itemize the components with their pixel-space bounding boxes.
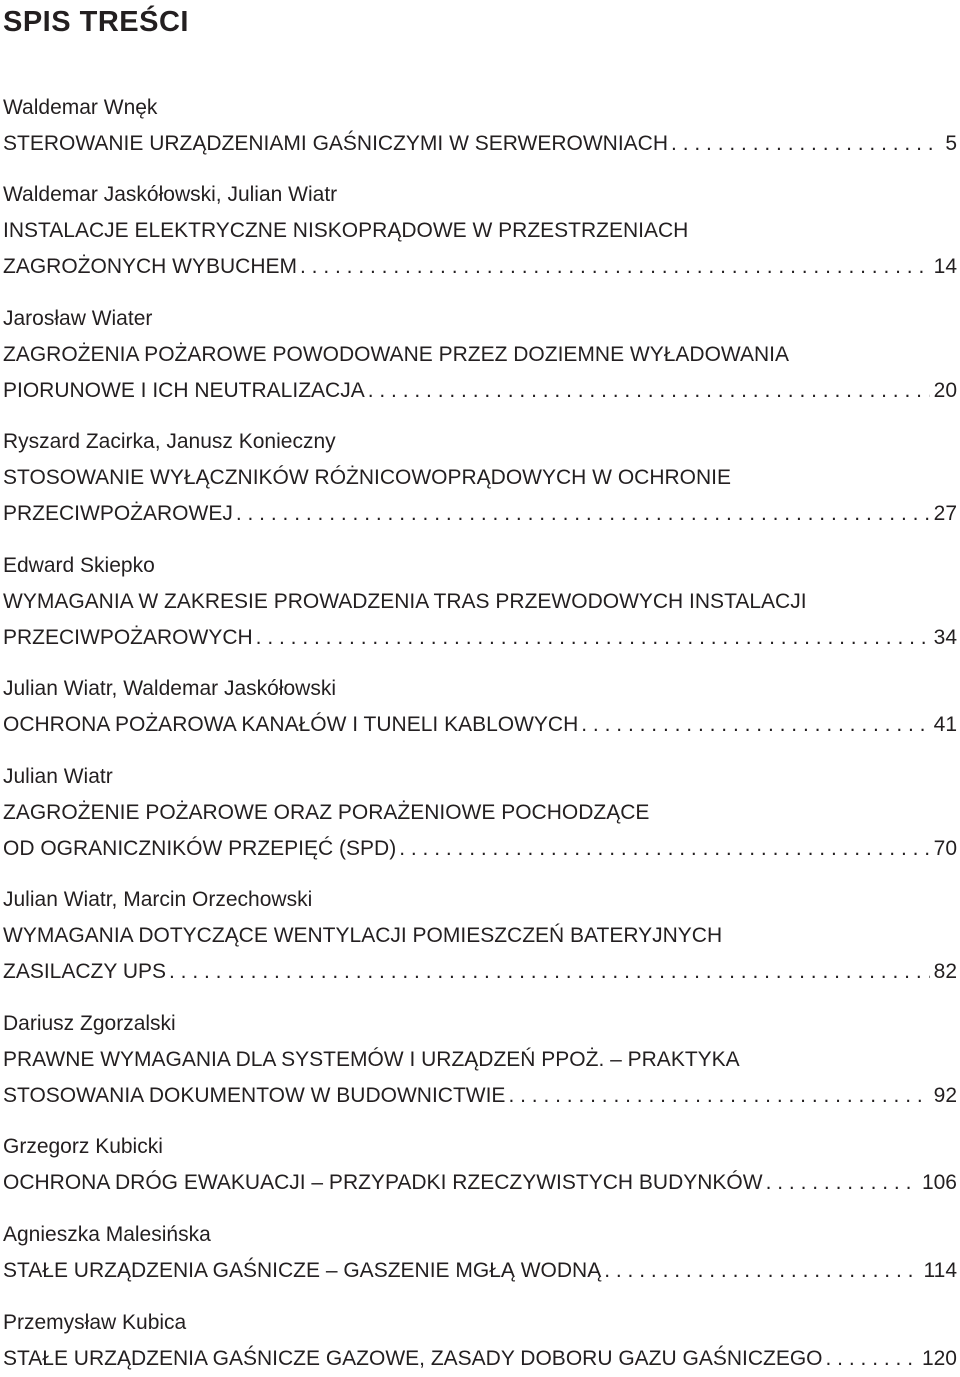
toc-entry: [3, 301, 957, 409]
dot-leader: [253, 620, 930, 656]
entry-title: STEROWANIE URZĄDZENIAMI GAŚNICZYMI W SERWEROWNIACH: [3, 132, 669, 155]
page-number: 114: [923, 1259, 957, 1282]
entry-author: Dariusz Zgorzalski: [3, 1012, 176, 1035]
toc-entry: [3, 1129, 957, 1201]
dot-leader: [763, 1165, 918, 1201]
page-number: 27: [933, 502, 957, 525]
entry-title-line: WYMAGANIA W ZAKRESIE PROWADZENIA TRAS PRZEWODOWYCH INSTALACJI: [3, 590, 807, 613]
entry-title: PRZECIWPOŻAROWYCH: [3, 626, 253, 649]
entry-title-last-line[interactable]: [3, 831, 957, 867]
page-number: 34: [933, 626, 957, 649]
toc-entry: [3, 548, 957, 656]
toc-entry: [3, 882, 957, 990]
entry-title-last-line[interactable]: [3, 954, 957, 990]
entry-title: ZAGROŻONYCH WYBUCHEM: [3, 255, 297, 278]
entry-author: Jarosław Wiater: [3, 307, 153, 330]
entry-title-line: INSTALACJE ELEKTRYCZNE NISKOPRĄDOWE W PRZESTRZENIACH: [3, 219, 689, 242]
dot-leader: [668, 126, 941, 162]
entry-title-line: ZAGROŻENIA POŻAROWE POWODOWANE PRZEZ DOZIEMNE WYŁADOWANIA: [3, 343, 789, 366]
dot-leader: [578, 707, 929, 743]
entry-title: PRZECIWPOŻAROWEJ: [3, 502, 233, 525]
entry-title-last-line[interactable]: [3, 249, 957, 285]
dot-leader: [823, 1341, 918, 1377]
entry-author: Waldemar Wnęk: [3, 96, 158, 119]
dot-leader: [365, 373, 930, 409]
entry-title: ZASILACZY UPS: [3, 960, 166, 983]
dot-leader: [166, 954, 930, 990]
toc-entry: [3, 759, 957, 867]
entry-author: Agnieszka Malesińska: [3, 1223, 211, 1246]
toc-entry: [3, 1217, 957, 1289]
toc-entry: [3, 1006, 957, 1114]
page-number: 5: [945, 132, 957, 155]
page-number: 92: [933, 1084, 957, 1107]
entry-title: OCHRONA DRÓG EWAKUACJI – PRZYPADKI RZECZYWISTYCH BUDYNKÓW: [3, 1171, 763, 1194]
entry-title: STAŁE URZĄDZENIA GAŚNICZE GAZOWE, ZASADY DOBORU GAZU GAŚNICZEGO: [3, 1347, 823, 1370]
entry-title-line: STOSOWANIE WYŁĄCZNIKÓW RÓŻNICOWOPRĄDOWYCH W OCHRONIE: [3, 466, 732, 489]
entry-title-last-line[interactable]: [3, 1078, 957, 1114]
page-number: 20: [933, 379, 957, 402]
entry-author: Ryszard Zacirka, Janusz Konieczny: [3, 430, 336, 453]
page-title: SPIS TREŚCI: [3, 6, 189, 38]
entry-title: OCHRONA POŻAROWA KANAŁÓW I TUNELI KABLOWYCH: [3, 713, 579, 736]
entry-title-last-line[interactable]: [3, 1341, 957, 1377]
page-number: 41: [933, 713, 957, 736]
entry-author: Julian Wiatr, Waldemar Jaskółowski: [3, 677, 336, 700]
entry-title: PIORUNOWE I ICH NEUTRALIZACJA: [3, 379, 365, 402]
page-number: 70: [933, 837, 957, 860]
dot-leader: [601, 1253, 919, 1289]
page-number: 82: [933, 960, 957, 983]
entry-title-line: ZAGROŻENIE POŻAROWE ORAZ PORAŻENIOWE POCHODZĄCE: [3, 801, 650, 824]
entry-author: Przemysław Kubica: [3, 1311, 187, 1334]
entry-title-last-line[interactable]: [3, 373, 957, 409]
toc-entry: [3, 177, 957, 285]
toc-entry: [3, 671, 957, 743]
entry-title-last-line[interactable]: [3, 496, 957, 532]
entry-title-line: WYMAGANIA DOTYCZĄCE WENTYLACJI POMIESZCZEŃ BATERYJNYCH: [3, 924, 723, 947]
entry-author: Waldemar Jaskółowski, Julian Wiatr: [3, 183, 338, 206]
dot-leader: [297, 249, 930, 285]
entry-title-last-line[interactable]: [3, 1253, 957, 1289]
entry-author: Julian Wiatr: [3, 765, 113, 788]
dot-leader: [505, 1078, 929, 1114]
toc-entry: [3, 424, 957, 532]
page-number: 106: [921, 1171, 957, 1194]
entry-author: Edward Skiepko: [3, 554, 155, 577]
dot-leader: [396, 831, 929, 867]
entry-title: OD OGRANICZNIKÓW PRZEPIĘĆ (SPD): [3, 837, 397, 860]
entry-title: STAŁE URZĄDZENIA GAŚNICZE – GASZENIE MGŁĄ WODNĄ: [3, 1259, 602, 1282]
entry-title-last-line[interactable]: [3, 1165, 957, 1201]
toc-entry: [3, 90, 957, 162]
page-number: 14: [933, 255, 957, 278]
entry-title-last-line[interactable]: [3, 126, 957, 162]
page-number: 120: [921, 1347, 957, 1370]
entry-title-line: PRAWNE WYMAGANIA DLA SYSTEMÓW I URZĄDZEŃ PPOŻ. – PRAKTYKA: [3, 1048, 740, 1071]
entry-title: STOSOWANIA DOKUMENTOW W BUDOWNICTWIE: [3, 1084, 506, 1107]
toc-entry: [3, 1305, 957, 1377]
entry-author: Grzegorz Kubicki: [3, 1135, 163, 1158]
entry-author: Julian Wiatr, Marcin Orzechowski: [3, 888, 313, 911]
entry-title-last-line[interactable]: [3, 620, 957, 656]
dot-leader: [233, 496, 930, 532]
entry-title-last-line[interactable]: [3, 707, 957, 743]
